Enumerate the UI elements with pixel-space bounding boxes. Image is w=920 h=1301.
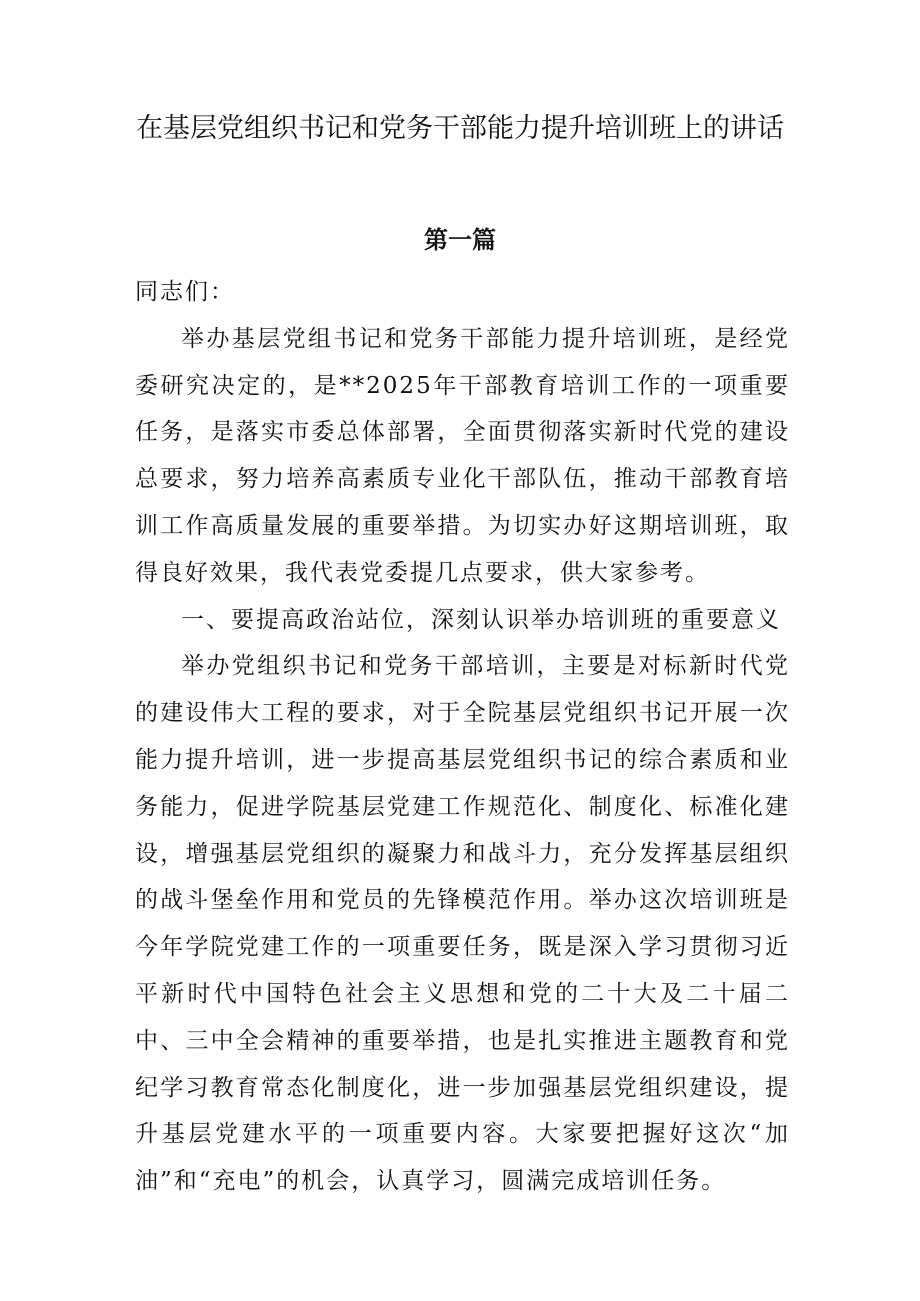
paragraph-body-1: 举办党组织书记和党务干部培训，主要是对标新时代党的建设伟大工程的要求，对于全院基层党组织书记开展一次能力提升培训，进一步提高基层党组织书记的综合素质和业务能力，促进学院基层党建工作规范化、制度化、标准化建设，增强基层党组织的凝聚力和战斗力，充分发挥基层组织的战斗堡垒作用和党员的先锋模范作用。举办这次培训班是今年学院党建工作的一项重要任务，既是深入学习贯彻习近平新时代中国特色社会主义思想和党的二十大及二十届二中、三中全会精神的重要举措，也是扎实推进主题教育和党纪学习教育常态化制度化，进一步加强基层党组织建设，提升基层党建水平的一项重要内容。大家要把握好这次“加油”和“充电”的机会，认真学习，圆满完成培训任务。	[135, 653, 790, 1195]
paragraph-subheading-1: 一、要提高政治站位，深刻认识举办培训班的重要意义	[181, 606, 781, 633]
section-heading: 第一篇	[424, 226, 496, 254]
salutation: 同志们：	[135, 279, 235, 305]
document-body	[135, 269, 790, 1205]
document-title: 在基层党组织书记和党务干部能力提升培训班上的讲话	[136, 113, 784, 144]
paragraph-intro: 举办基层党组书记和党务干部能力提升培训班，是经党委研究决定的，是**2025年干部教育培训工作的一项重要任务，是落实市委总体部署，全面贯彻落实新时代党的建设总要求，努力培养高素质专业化干部队伍，推动干部教育培训工作高质量发展的重要举措。为切实办好这期培训班，取得良好效果，我代表党委提几点要求，供大家参考。	[135, 325, 790, 586]
